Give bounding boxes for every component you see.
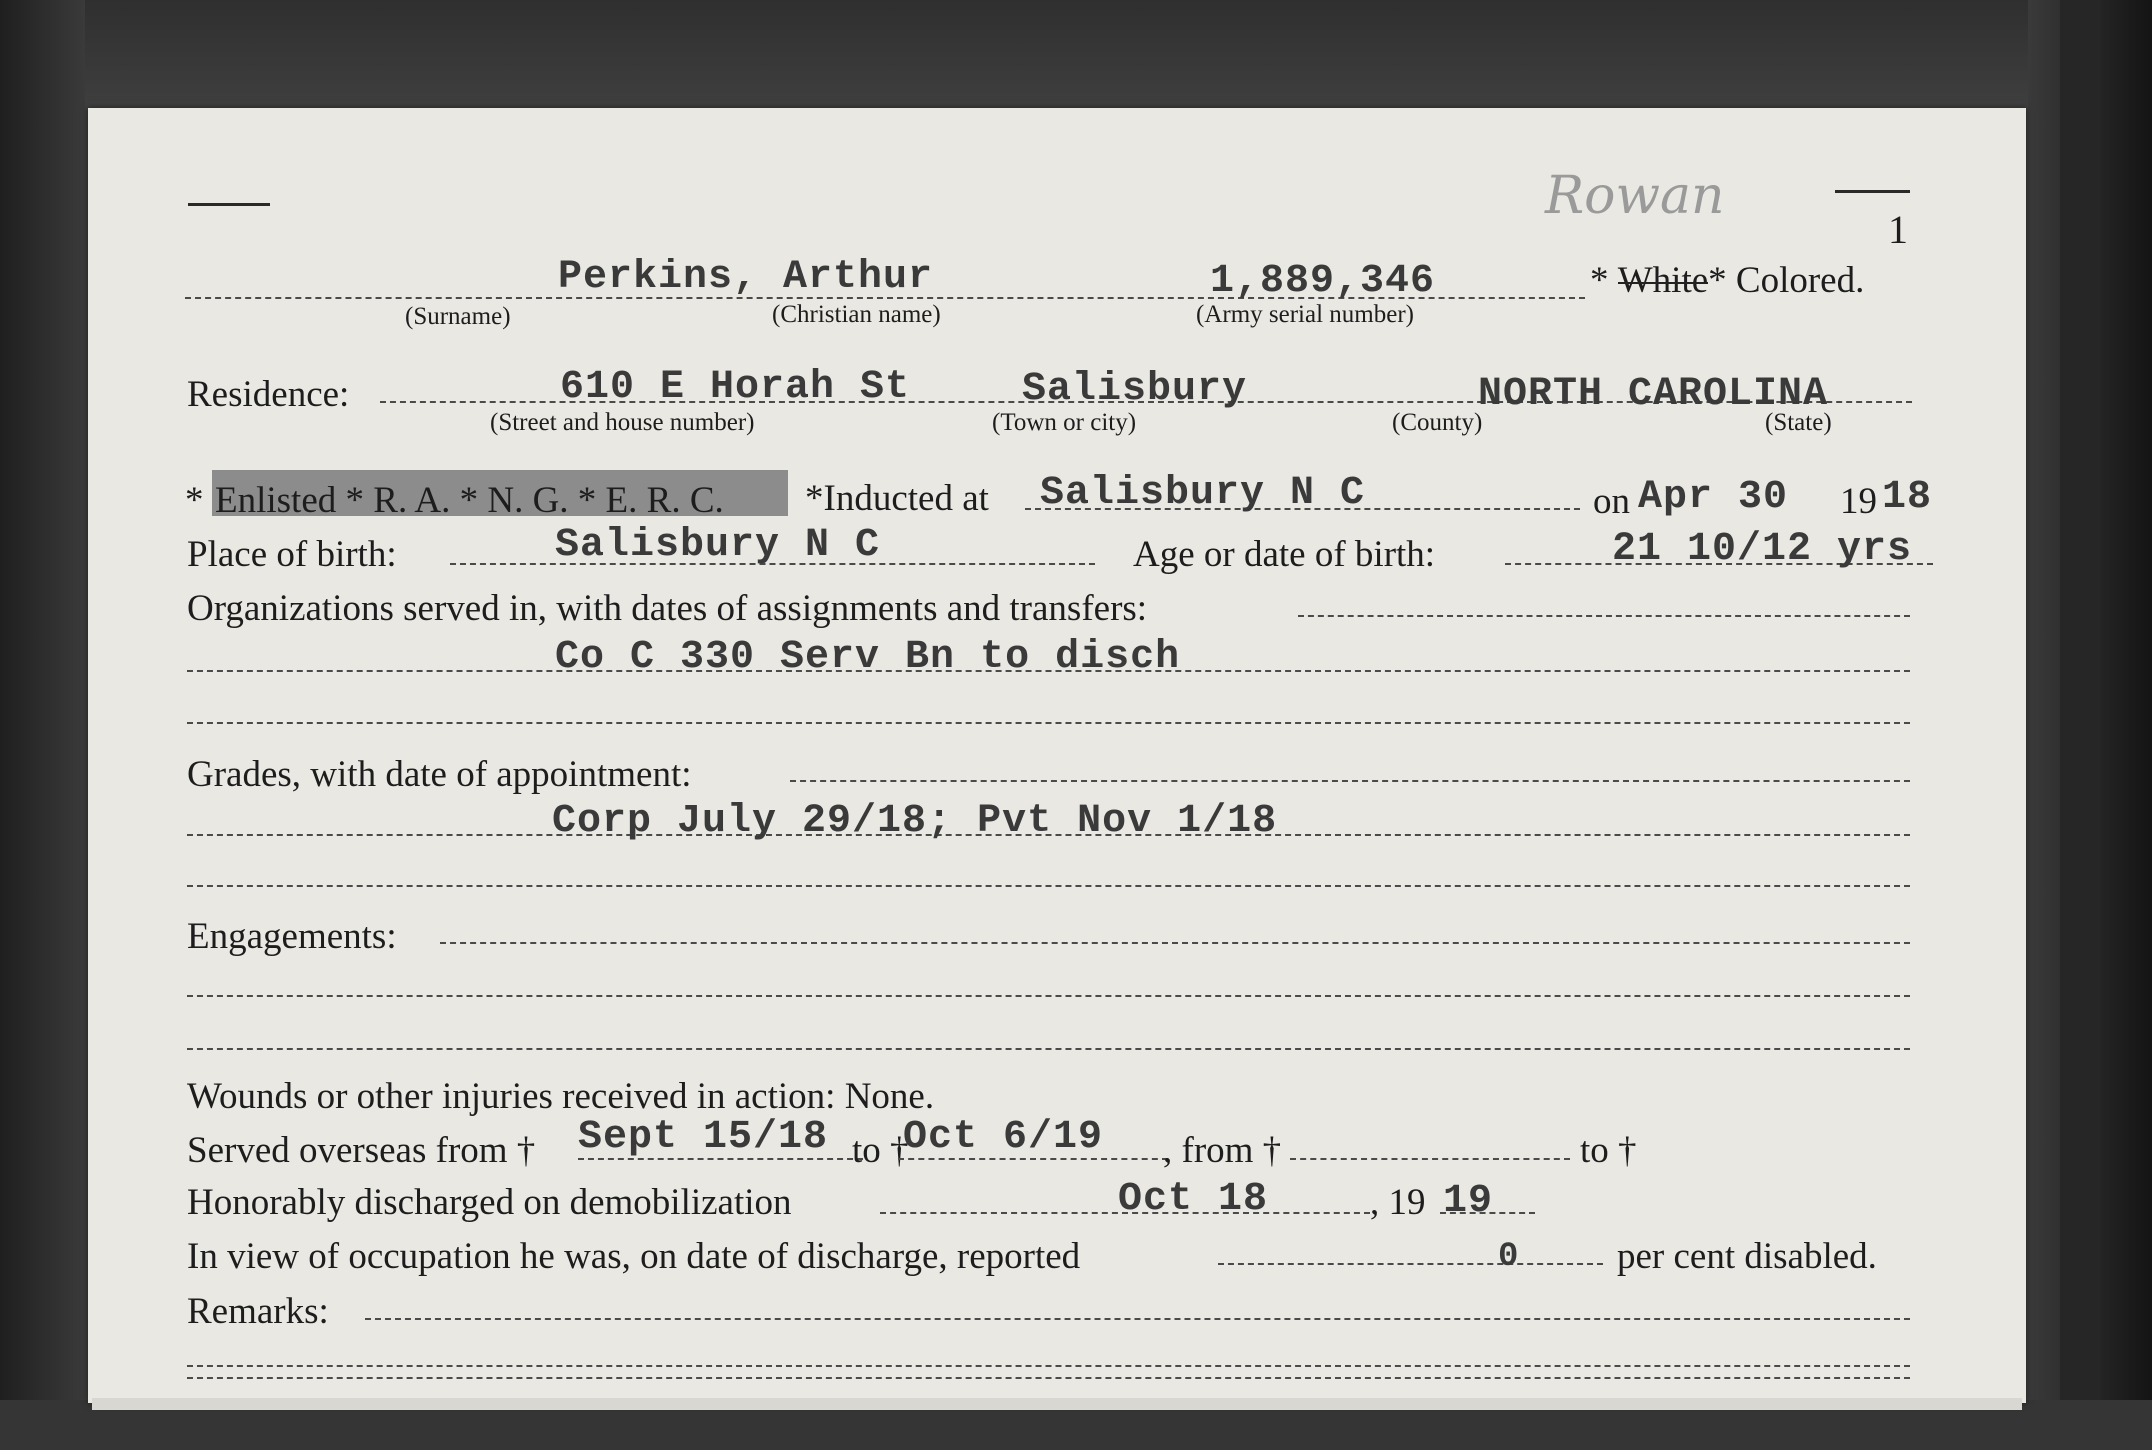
residence-street-value: 610 E Horah St [560, 365, 911, 410]
discharged-year-value: 19 [1443, 1179, 1494, 1224]
state-caption: (State) [1765, 409, 1832, 436]
race-white-struck: White [1617, 260, 1709, 301]
remarks-line-2 [187, 1365, 1910, 1367]
inducted-on-label: on [1593, 481, 1630, 522]
engagements-line-2 [187, 995, 1910, 997]
race-colored: * Colored. [1708, 260, 1865, 301]
street-caption: (Street and house number) [490, 409, 755, 436]
surname-caption: (Surname) [405, 303, 511, 330]
place-of-birth-label: Place of birth: [187, 534, 397, 575]
organizations-line-1 [1298, 615, 1910, 617]
overseas-to-label: to † [852, 1130, 909, 1171]
discharged-date-value: Oct 18 [1118, 1177, 1269, 1222]
name-value: Perkins, Arthur [558, 255, 934, 300]
grades-line-3 [187, 885, 1910, 887]
organizations-label: Organizations served in, with dates of assignments and transfers: [187, 588, 1148, 629]
engagements-label: Engagements: [187, 916, 397, 957]
engagements-line-1 [440, 942, 1910, 944]
town-caption: (Town or city) [992, 409, 1137, 436]
scanner-background-strip [2060, 0, 2100, 1450]
inducted-label: *Inducted at [805, 478, 989, 519]
inducted-year-prefix: 19 [1840, 481, 1877, 522]
race-field: * White* Colored. [1590, 260, 1865, 301]
grades-line-1 [790, 780, 1910, 782]
residence-town-value: Salisbury [1022, 367, 1248, 412]
serial-number-value: 1,889,346 [1210, 259, 1436, 304]
grades-label: Grades, with date of appointment: [187, 754, 692, 795]
organizations-line-3 [187, 722, 1910, 724]
place-of-birth-value: Salisbury N C [555, 523, 881, 568]
enlisted-options: Enlisted * R. A. * N. G. * E. R. C. [215, 480, 724, 521]
overseas-from-2-label: , from † [1163, 1130, 1282, 1171]
scanner-background-left [0, 0, 85, 1450]
wounds-label: Wounds or other injuries received in action: None. [187, 1076, 935, 1117]
card-number: 1 [1888, 207, 1908, 252]
discharged-label: Honorably discharged on demobilization [187, 1182, 792, 1223]
organizations-value: Co C 330 Serv Bn to disch [555, 635, 1181, 680]
overseas-label: Served overseas from † [187, 1130, 536, 1171]
serial-number-caption: (Army serial number) [1196, 301, 1414, 328]
inducted-date-value: Apr 30 [1638, 475, 1789, 520]
overseas-to-value: Oct 6/19 [903, 1115, 1104, 1160]
inducted-year-value: 18 [1882, 475, 1933, 520]
age-label: Age or date of birth: [1133, 534, 1436, 575]
occupation-label: In view of occupation he was, on date of discharge, reported [187, 1236, 1081, 1277]
overseas-from-2-line [1290, 1158, 1570, 1160]
remarks-line-3 [187, 1377, 1910, 1379]
card-bottom-edge [92, 1398, 2022, 1410]
age-value: 21 10/12 yrs [1612, 527, 1913, 572]
inducted-place-value: Salisbury N C [1040, 471, 1366, 516]
disabled-label: per cent disabled. [1617, 1236, 1877, 1277]
christian-name-caption: (Christian name) [772, 301, 941, 328]
overseas-from-value: Sept 15/18 [578, 1115, 829, 1160]
scanner-background-top [0, 0, 2152, 110]
enlisted-asterisk: * [185, 480, 204, 521]
disabled-line [1218, 1263, 1603, 1265]
engagements-line-3 [187, 1048, 1910, 1050]
county-caption: (County) [1392, 409, 1483, 436]
top-right-rule [1835, 190, 1910, 193]
residence-state-value: NORTH CAROLINA [1478, 372, 1829, 417]
remarks-line-1 [365, 1318, 1910, 1320]
overseas-to-2-label: to † [1580, 1130, 1637, 1171]
grades-value: Corp July 29/18; Pvt Nov 1/18 [552, 799, 1278, 844]
remarks-label: Remarks: [187, 1291, 329, 1332]
top-left-rule [188, 203, 270, 206]
discharged-year-prefix: , 19 [1370, 1182, 1426, 1223]
disabled-value: 0 [1498, 1238, 1520, 1276]
county-handwritten-note: Rowan [1545, 166, 1725, 226]
residence-label: Residence: [187, 374, 350, 415]
